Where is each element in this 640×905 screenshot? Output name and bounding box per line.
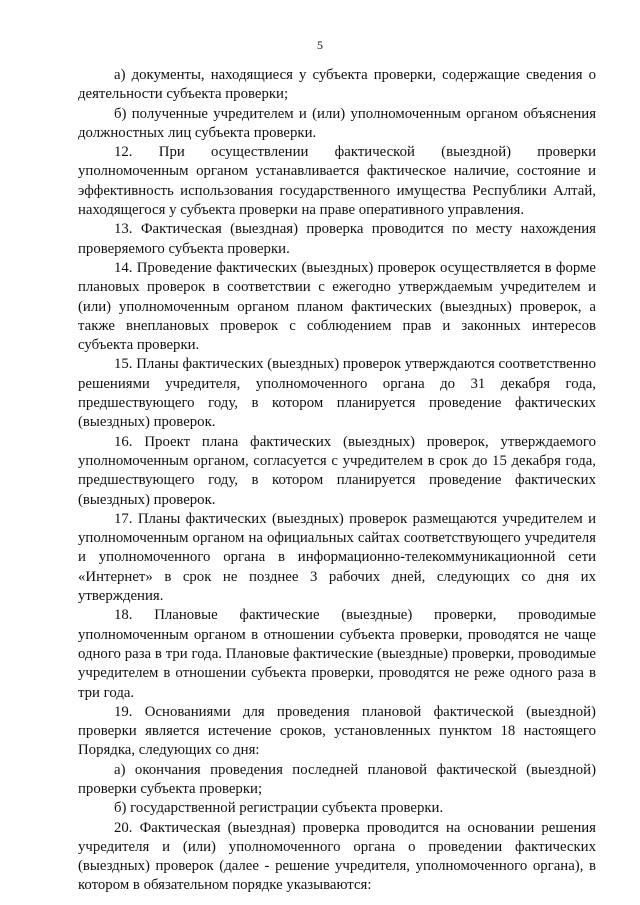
document-body xyxy=(78,66,596,896)
paragraph-12: 12. При осуществлении фактической (выездной) проверки уполномоченным органом устанавливается фактическое наличие, состояние и эффективность использования государственного имущества Республики Алтай, находящегося у субъекта проверки на праве оперативного управления. xyxy=(78,144,596,219)
paragraph-17: 17. Планы фактических (выездных) проверок размещаются учредителем и уполномоченным органом на официальных сайтах соответствующего учредителя и уполномоченного органа в информационно-телекоммуникационной сети «Интернет» в срок не позднее 3 рабочих дней, следующих со дня их утверждения. xyxy=(78,510,596,605)
paragraph-3b: б) полученные учредителем и (или) уполномоченным органом объяснения должностных лиц субъекта проверки. xyxy=(78,105,596,141)
paragraph-20: 20. Фактическая (выездная) проверка проводится на основании решения учредителя и (или) уполномоченного органа о проведении фактических (выездных) проверок (далее - решение учредителя, уполномоченного органа), в котором в обязательном порядке указываются: xyxy=(78,819,596,894)
paragraph-15: 15. Планы фактических (выездных) проверок утверждаются соответственно решениями учредителя, уполномоченного органа до 31 декабря года, предшествующего году, в котором планируется проведение фактических (выездных) проверок. xyxy=(78,356,596,431)
paragraph-3a: а) документы, находящиеся у субъекта проверки, содержащие сведения о деятельности субъекта проверки; xyxy=(78,67,596,103)
paragraph-19: 19. Основаниями для проведения плановой фактической (выездной) проверки является истечение сроков, установленных пунктом 18 настоящего Порядка, следующих со дня: xyxy=(78,703,596,759)
paragraph-16: 16. Проект плана фактических (выездных) проверок, утверждаемого уполномоченным органом, согласуется с учредителем в срок до 15 декабря года, предшествующего году, в котором планируется проведение фактических (выездных) проверок. xyxy=(78,433,596,508)
paragraph-19b: б) государственной регистрации субъекта проверки. xyxy=(114,800,444,817)
paragraph-14: 14. Проведение фактических (выездных) проверок осуществляется в форме плановых проверок в соответствии с ежегодно утверждаемым учредителем и (или) уполномоченным органом планом фактических (выездных) проверок, а также внеплановых проверок с соблюдением прав и законных интересов субъекта проверки. xyxy=(78,259,596,354)
paragraph-13: 13. Фактическая (выездная) проверка проводится по месту нахождения проверяемого субъекта проверки. xyxy=(78,221,596,257)
paragraph-18: 18. Плановые фактические (выездные) проверки, проводимые уполномоченным органом в отношении субъекта проверки, проводятся не чаще одного раза в три года. Плановые фактические (выездные) проверки, проводимые учредителем в отношении субъекта проверки, проводятся не реже одного раза в три года. xyxy=(78,607,596,701)
paragraph-19a: а) окончания проведения последней плановой фактической (выездной) проверки субъекта проверки; xyxy=(78,761,596,797)
page-number: 5 xyxy=(317,38,323,52)
